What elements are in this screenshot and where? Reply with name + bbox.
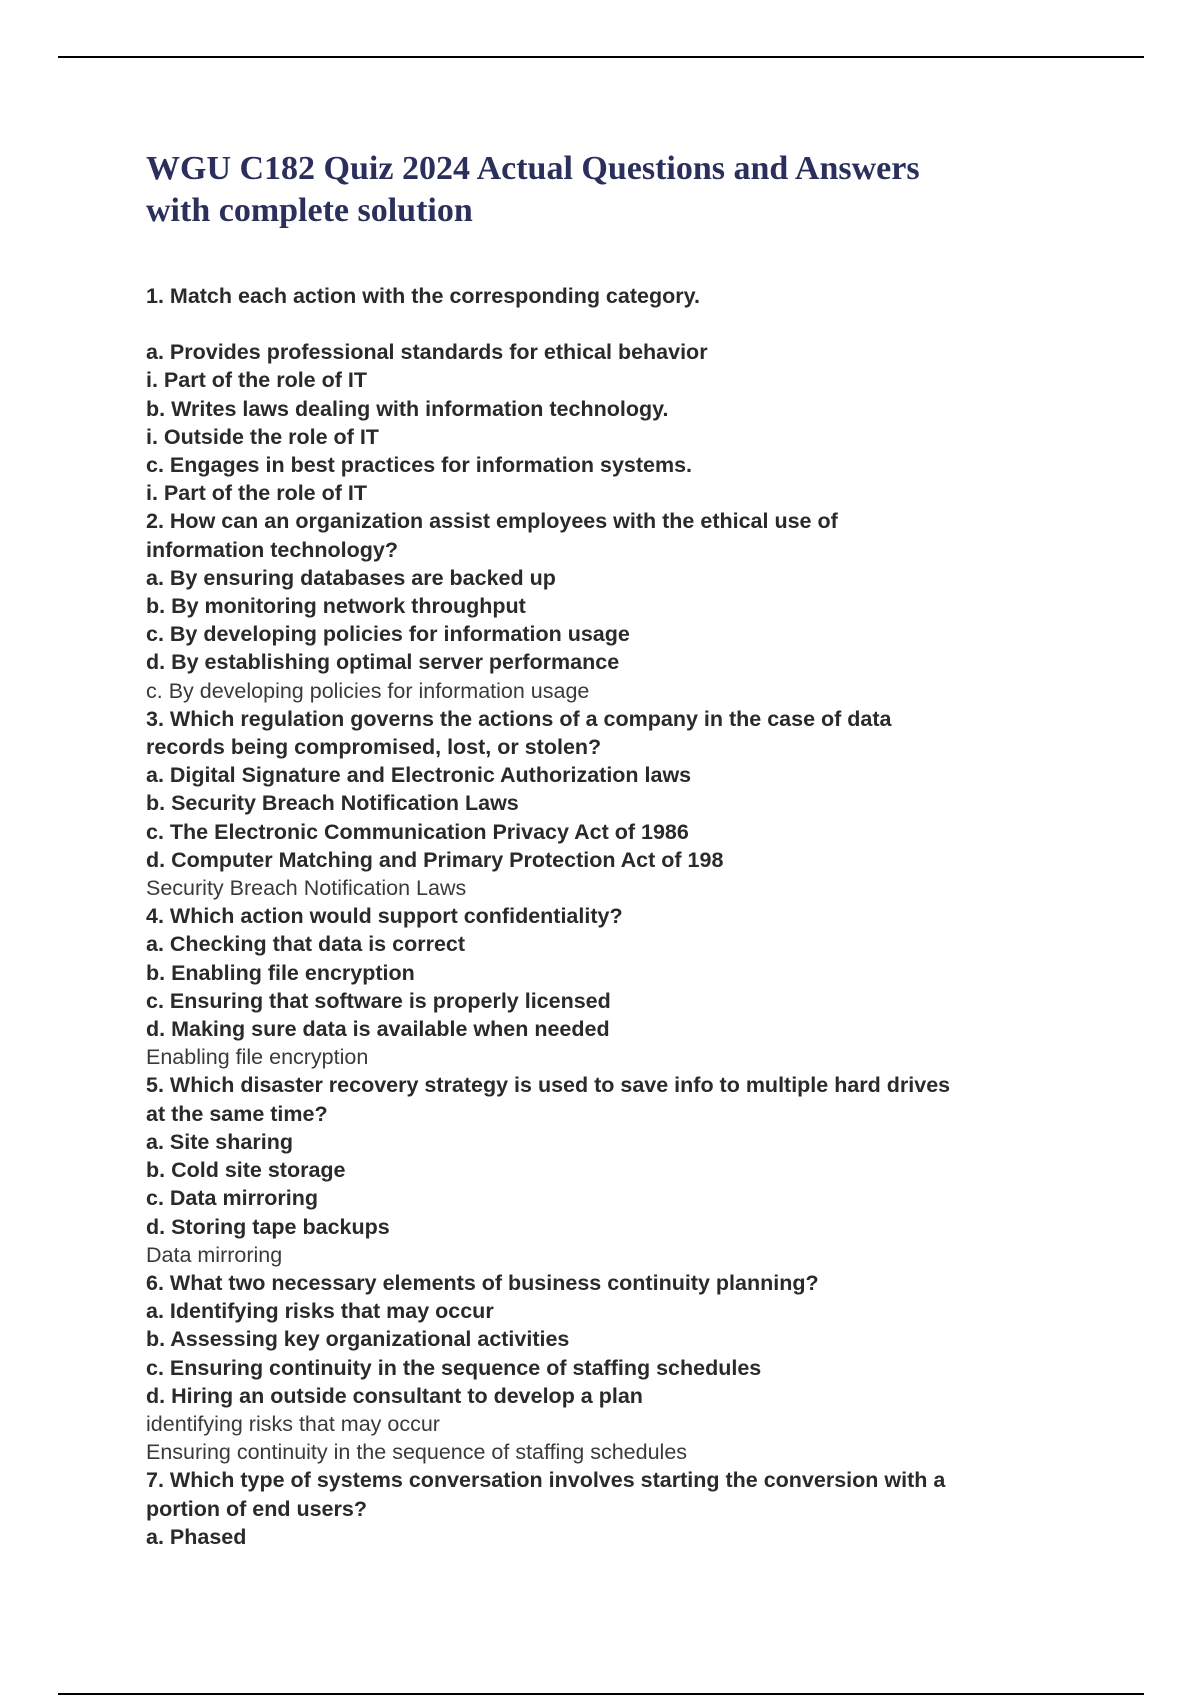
answer-option: a. Site sharing: [146, 1129, 293, 1154]
question-2: [146, 507, 1106, 704]
title-line-1: WGU C182 Quiz 2024 Actual Questions and Answers: [146, 150, 920, 187]
question-prompt: at the same time?: [146, 1101, 328, 1126]
document-body: [146, 148, 1106, 1551]
correct-answer: Data mirroring: [146, 1242, 283, 1267]
correct-answer: Security Breach Notification Laws: [146, 876, 467, 901]
question-5: [146, 1071, 1106, 1268]
answer-option: a. Checking that data is correct: [146, 932, 466, 957]
answer-option: c. Ensuring continuity in the sequence of staffing schedules: [146, 1355, 762, 1380]
question-prompt: portion of end users?: [146, 1496, 367, 1521]
answer-option: c. Ensuring that software is properly licensed: [146, 988, 611, 1013]
question-prompt: records being compromised, lost, or stolen?: [146, 735, 602, 760]
question-prompt: 5. Which disaster recovery strategy is used to save info to multiple hard drives: [146, 1073, 951, 1098]
question-7: [146, 1466, 1106, 1551]
question-prompt: 1. Match each action with the corresponding category.: [146, 284, 700, 308]
answer-option: c. The Electronic Communication Privacy Act of 1986: [146, 819, 689, 844]
title-line-2: with complete solution: [146, 192, 473, 229]
answer-option: a. By ensuring databases are backed up: [146, 565, 556, 590]
answer-option: c. Data mirroring: [146, 1186, 319, 1211]
answer-option: b. Enabling file encryption: [146, 960, 415, 985]
correct-answer: Enabling file encryption: [146, 1045, 369, 1070]
question-prompt: 6. What two necessary elements of business continuity planning?: [146, 1270, 819, 1295]
question-4: [146, 902, 1106, 1071]
answer-option: d. Making sure data is available when needed: [146, 1017, 610, 1042]
correct-answer: c. By developing policies for information usage: [146, 678, 590, 703]
answer-option: a. Identifying risks that may occur: [146, 1299, 494, 1324]
correct-answer: Ensuring continuity in the sequence of staffing schedules: [146, 1440, 688, 1465]
match-item: c. Engages in best practices for information systems.: [146, 453, 693, 478]
answer-option: c. By developing policies for information usage: [146, 622, 630, 647]
document-title: [146, 148, 1106, 232]
answer-option: a. Digital Signature and Electronic Authorization laws: [146, 763, 692, 788]
answer-option: d. Storing tape backups: [146, 1214, 390, 1239]
match-item: b. Writes laws dealing with information technology.: [146, 396, 669, 421]
question-prompt: 7. Which type of systems conversation involves starting the conversion with a: [146, 1468, 946, 1493]
match-category: i. Part of the role of IT: [146, 368, 367, 393]
answer-option: b. Security Breach Notification Laws: [146, 791, 519, 816]
answer-option: d. Hiring an outside consultant to develop a plan: [146, 1383, 643, 1408]
question-6: [146, 1269, 1106, 1466]
question-prompt: 4. Which action would support confidentiality?: [146, 904, 623, 929]
answer-option: b. Assessing key organizational activities: [146, 1327, 570, 1352]
answer-option: b. By monitoring network throughput: [146, 594, 526, 619]
answer-option: b. Cold site storage: [146, 1158, 346, 1183]
correct-answer: identifying risks that may occur: [146, 1411, 440, 1436]
match-category: i. Part of the role of IT: [146, 481, 367, 506]
top-page-rule: [58, 56, 1144, 58]
bottom-page-rule: [58, 1693, 1144, 1695]
answer-option: d. By establishing optimal server performance: [146, 650, 620, 675]
match-category: i. Outside the role of IT: [146, 424, 379, 449]
match-item: a. Provides professional standards for ethical behavior: [146, 340, 708, 365]
question-list: [146, 282, 1106, 1551]
spacer: [146, 310, 1106, 338]
question-1: [146, 282, 1106, 507]
question-prompt: information technology?: [146, 537, 399, 562]
question-prompt: 2. How can an organization assist employees with the ethical use of: [146, 509, 838, 534]
question-prompt: 3. Which regulation governs the actions of a company in the case of data: [146, 706, 892, 731]
question-3: [146, 705, 1106, 902]
answer-option: a. Phased: [146, 1524, 247, 1549]
answer-option: d. Computer Matching and Primary Protection Act of 198: [146, 847, 724, 872]
